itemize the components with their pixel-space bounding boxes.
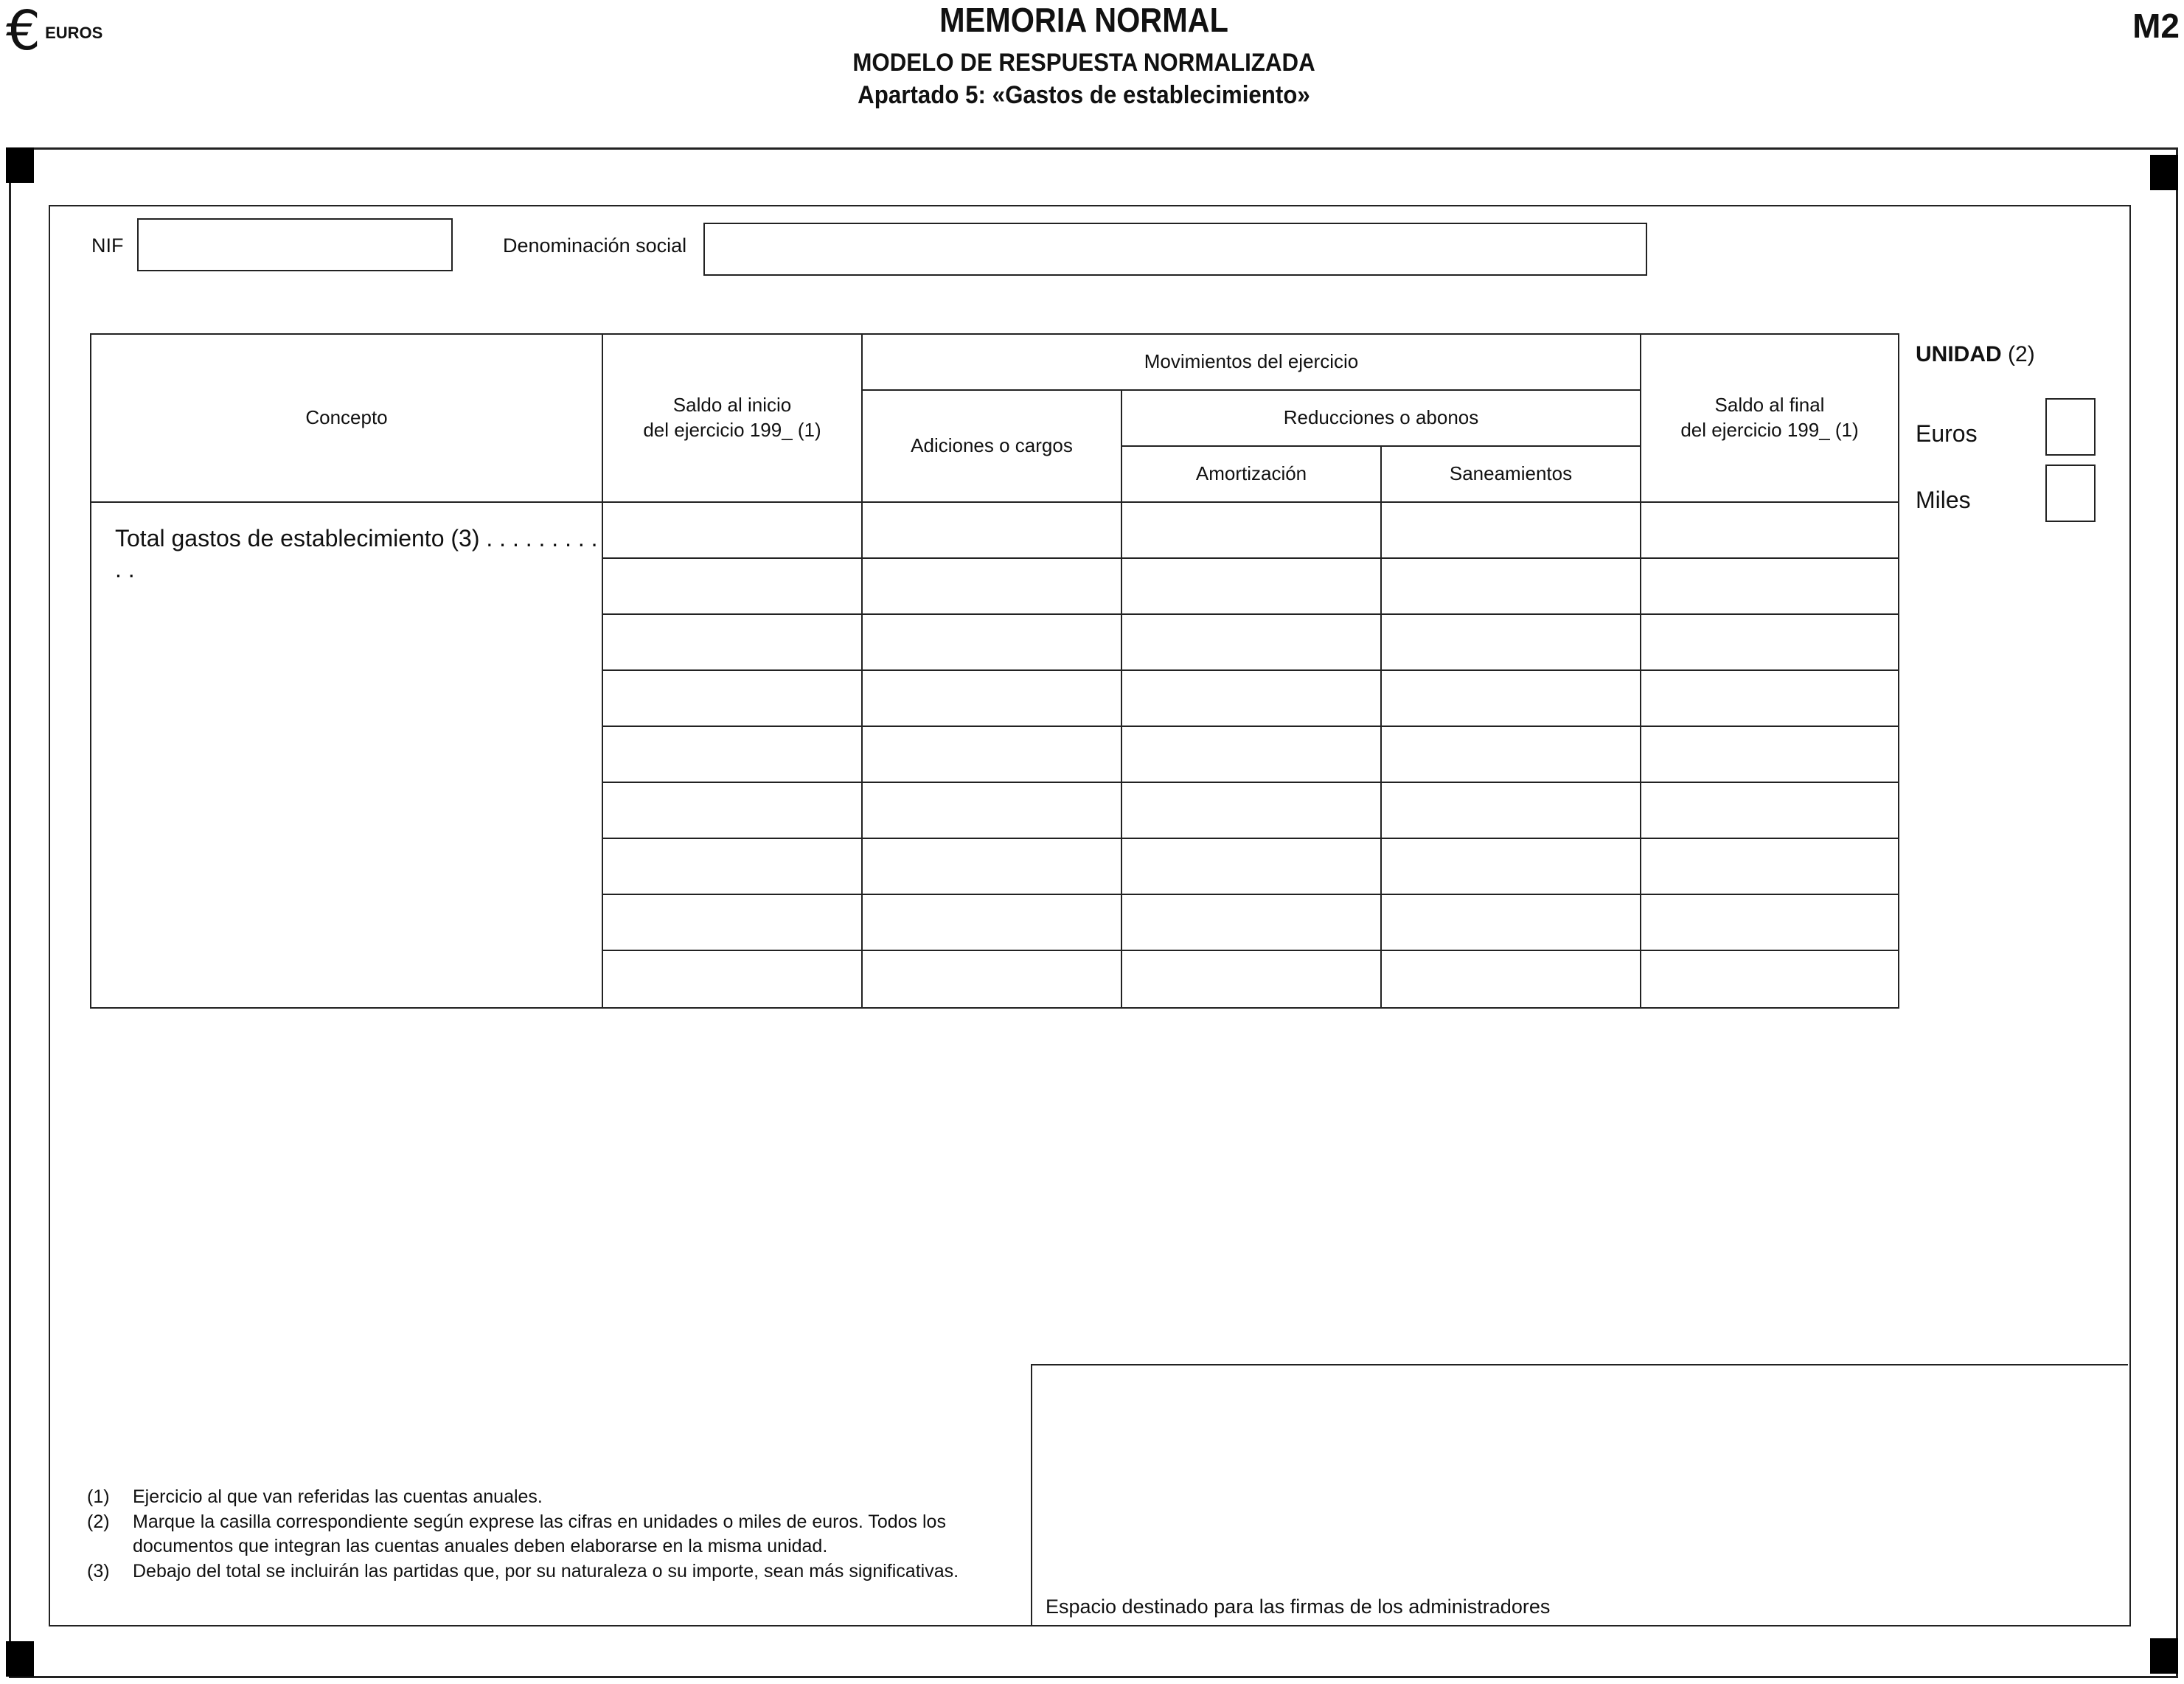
cell-amortizacion[interactable] bbox=[1121, 950, 1381, 1008]
cell-saneamientos[interactable] bbox=[1381, 726, 1641, 782]
gastos-table bbox=[90, 333, 1899, 1009]
cell-adiciones[interactable] bbox=[862, 838, 1121, 894]
footnote-1 bbox=[87, 1485, 1001, 1510]
cell-adiciones[interactable] bbox=[862, 614, 1121, 670]
header-saldo-final-line1: Saldo al final bbox=[1714, 394, 1825, 417]
registration-mark-top-left bbox=[6, 147, 34, 183]
footnote-text: Marque la casilla correspondiente según exprese las cifras en unidades o miles de euros. Todos los documentos que integran las cuentas anuales deben elaborarse en la misma unidad. bbox=[133, 1511, 946, 1556]
header-saldo-inicio bbox=[602, 334, 862, 502]
cell-saneamientos[interactable] bbox=[1381, 782, 1641, 838]
registration-mark-top-right bbox=[2150, 155, 2178, 190]
table-row bbox=[91, 502, 1899, 558]
cell-adiciones[interactable] bbox=[862, 950, 1121, 1008]
cell-saldo-inicio[interactable] bbox=[602, 950, 862, 1008]
cell-amortizacion[interactable] bbox=[1121, 782, 1381, 838]
header-adiciones: Adiciones o cargos bbox=[862, 390, 1121, 502]
euros-logo bbox=[6, 0, 131, 63]
section-title: Apartado 5: «Gastos de establecimiento» bbox=[858, 81, 1310, 109]
header-saneamientos: Saneamientos bbox=[1381, 446, 1641, 502]
cell-saneamientos[interactable] bbox=[1381, 838, 1641, 894]
cell-saldo-inicio[interactable] bbox=[602, 502, 862, 558]
cell-saneamientos[interactable] bbox=[1381, 614, 1641, 670]
cell-saldo-final[interactable] bbox=[1641, 558, 1899, 614]
cell-amortizacion[interactable] bbox=[1121, 502, 1381, 558]
unidad-ref: (2) bbox=[2008, 342, 2035, 366]
cell-amortizacion[interactable] bbox=[1121, 670, 1381, 726]
header-amortizacion: Amortización bbox=[1121, 446, 1381, 502]
cell-adiciones[interactable] bbox=[862, 782, 1121, 838]
cell-saldo-final[interactable] bbox=[1641, 894, 1899, 950]
signature-area[interactable] bbox=[1031, 1364, 2128, 1626]
footnote-2 bbox=[87, 1510, 1001, 1559]
nif-label: NIF bbox=[91, 234, 124, 257]
registration-mark-bottom-right bbox=[2150, 1638, 2178, 1674]
total-gastos-label: Total gastos de establecimiento (3) . . . . . . . . . . . bbox=[91, 502, 602, 1008]
cell-saneamientos[interactable] bbox=[1381, 670, 1641, 726]
cell-saldo-inicio[interactable] bbox=[602, 894, 862, 950]
denominacion-field[interactable] bbox=[703, 223, 1647, 276]
cell-amortizacion[interactable] bbox=[1121, 558, 1381, 614]
cell-saneamientos[interactable] bbox=[1381, 558, 1641, 614]
cell-saldo-final[interactable] bbox=[1641, 950, 1899, 1008]
cell-saldo-inicio[interactable] bbox=[602, 782, 862, 838]
cell-saldo-inicio[interactable] bbox=[602, 614, 862, 670]
cell-amortizacion[interactable] bbox=[1121, 726, 1381, 782]
cell-amortizacion[interactable] bbox=[1121, 894, 1381, 950]
form-code: M2 bbox=[2132, 7, 2180, 45]
header-saldo-inicio-line2: del ejercicio 199_ (1) bbox=[643, 419, 821, 441]
cell-saneamientos[interactable] bbox=[1381, 502, 1641, 558]
euros-checkbox[interactable] bbox=[2045, 398, 2096, 456]
header-saldo-inicio-line1: Saldo al inicio bbox=[672, 394, 792, 417]
footnote-number: (3) bbox=[87, 1560, 110, 1582]
cell-saldo-inicio[interactable] bbox=[602, 670, 862, 726]
header-saldo-final-line2: del ejercicio 199_ (1) bbox=[1680, 419, 1859, 441]
cell-saldo-final[interactable] bbox=[1641, 838, 1899, 894]
cell-saldo-final[interactable] bbox=[1641, 782, 1899, 838]
registration-mark-bottom-left bbox=[6, 1641, 34, 1677]
footnote-text: Debajo del total se incluirán las partidas que, por su naturaleza o su importe, sean más significativas. bbox=[133, 1560, 959, 1582]
nif-field[interactable] bbox=[137, 218, 453, 271]
cell-saneamientos[interactable] bbox=[1381, 894, 1641, 950]
cell-adiciones[interactable] bbox=[862, 502, 1121, 558]
cell-saldo-inicio[interactable] bbox=[602, 558, 862, 614]
cell-adiciones[interactable] bbox=[862, 894, 1121, 950]
unidad-title bbox=[1916, 342, 2035, 367]
footnote-3 bbox=[87, 1559, 1001, 1584]
miles-label: Miles bbox=[1916, 487, 1971, 513]
cell-saldo-final[interactable] bbox=[1641, 502, 1899, 558]
denominacion-label: Denominación social bbox=[503, 234, 687, 257]
cell-amortizacion[interactable] bbox=[1121, 614, 1381, 670]
cell-saneamientos[interactable] bbox=[1381, 950, 1641, 1008]
footnote-text: Ejercicio al que van referidas las cuentas anuales. bbox=[133, 1486, 543, 1507]
miles-checkbox[interactable] bbox=[2045, 465, 2096, 522]
page-title: MEMORIA NORMAL bbox=[939, 1, 1228, 39]
currency-label: EUROS bbox=[45, 24, 103, 42]
footnote-number: (2) bbox=[87, 1511, 110, 1532]
cell-amortizacion[interactable] bbox=[1121, 838, 1381, 894]
cell-adiciones[interactable] bbox=[862, 726, 1121, 782]
unidad-label: UNIDAD bbox=[1916, 342, 2002, 366]
euros-label: Euros bbox=[1916, 420, 1978, 447]
header-concepto: Concepto bbox=[91, 334, 602, 502]
header-reducciones: Reducciones o abonos bbox=[1121, 390, 1641, 446]
page-subtitle: MODELO DE RESPUESTA NORMALIZADA bbox=[852, 49, 1315, 77]
cell-saldo-final[interactable] bbox=[1641, 614, 1899, 670]
cell-saldo-final[interactable] bbox=[1641, 670, 1899, 726]
footnotes bbox=[87, 1485, 1001, 1584]
footnote-number: (1) bbox=[87, 1486, 110, 1507]
euro-icon: € bbox=[6, 0, 41, 63]
cell-adiciones[interactable] bbox=[862, 670, 1121, 726]
signature-label: Espacio destinado para las firmas de los administradores bbox=[1046, 1596, 1551, 1618]
cell-saldo-inicio[interactable] bbox=[602, 838, 862, 894]
cell-saldo-final[interactable] bbox=[1641, 726, 1899, 782]
header-movimientos: Movimientos del ejercicio bbox=[862, 334, 1641, 390]
cell-saldo-inicio[interactable] bbox=[602, 726, 862, 782]
cell-adiciones[interactable] bbox=[862, 558, 1121, 614]
header-saldo-final bbox=[1641, 334, 1899, 502]
